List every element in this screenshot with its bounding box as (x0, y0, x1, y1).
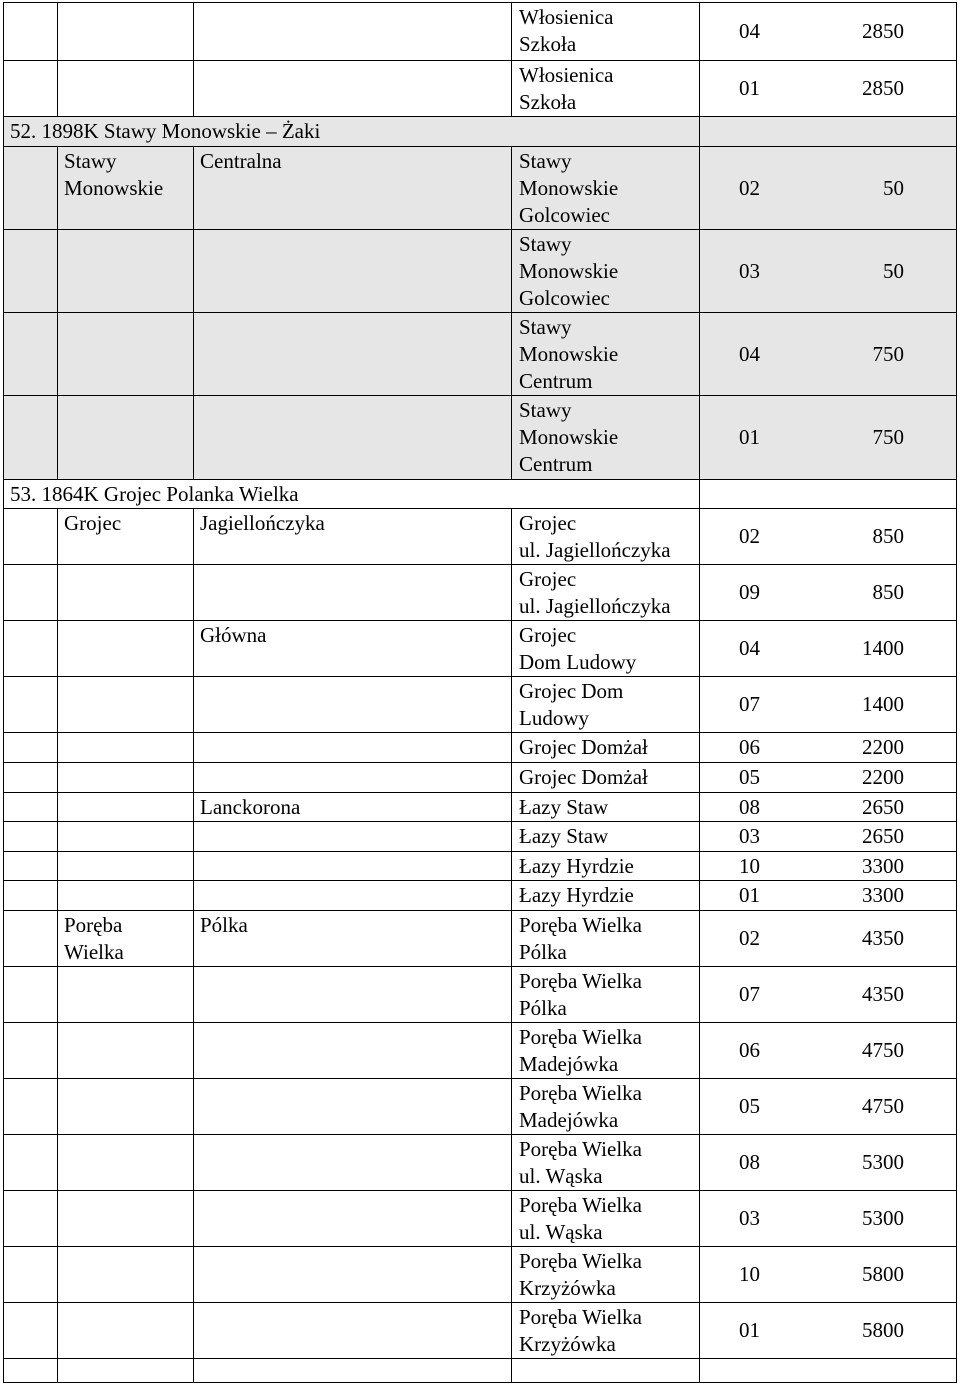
stop-number-distance-cell (700, 677, 957, 733)
stop-number: 03 (739, 258, 760, 283)
stop-number-distance-cell (700, 911, 957, 967)
stop-distance: 1400 (862, 692, 904, 716)
table-row (4, 1247, 957, 1303)
route-header: 52. 1898K Stawy Monowskie – Żaki (4, 117, 700, 147)
street-cell (194, 1135, 512, 1191)
table-row (4, 677, 957, 733)
stop-number-distance-cell (700, 822, 957, 852)
street-cell (194, 565, 512, 621)
stop-distance: 3300 (862, 883, 904, 907)
index-cell (4, 911, 58, 967)
table-row (4, 793, 957, 822)
stop-number: 03 (739, 1206, 760, 1230)
stop-name-cell: Włosienica Szkoła (512, 3, 700, 61)
stop-name-cell: Łazy Staw (512, 793, 700, 822)
index-cell (4, 147, 58, 230)
stop-number: 02 (739, 926, 760, 950)
stop-number: 04 (739, 636, 760, 660)
index-cell (4, 3, 58, 61)
table-row (4, 565, 957, 621)
street-cell: Jagiellończyka (194, 509, 512, 565)
table-row (4, 733, 957, 763)
stop-distance: 4750 (862, 1038, 904, 1062)
stop-number: 01 (739, 425, 760, 449)
index-cell (4, 763, 58, 793)
stop-name-cell: Grojec Dom Ludowy (512, 677, 700, 733)
stop-name-cell: Stawy Monowskie Golcowiec (512, 230, 700, 313)
stop-distance: 2650 (862, 824, 904, 848)
stop-number-distance-cell (700, 3, 957, 61)
stop-number: 05 (739, 1094, 760, 1118)
stop-distance: 50 (883, 175, 904, 200)
stop-name-cell: Grojec Domżał (512, 733, 700, 763)
blank-cell (4, 1359, 58, 1383)
table-row (4, 1359, 957, 1383)
stop-distance: 2200 (862, 735, 904, 759)
stop-name-cell: Grojec Dom Ludowy (512, 621, 700, 677)
route-header: 53. 1864K Grojec Polanka Wielka (4, 480, 700, 509)
stop-name-cell: Poręba Wielka Pólka (512, 967, 700, 1023)
stop-number-distance-cell (700, 565, 957, 621)
index-cell (4, 1079, 58, 1135)
stop-distance: 4750 (862, 1094, 904, 1118)
index-cell (4, 230, 58, 313)
street-cell (194, 677, 512, 733)
locality-cell (58, 1303, 194, 1359)
street-cell (194, 1023, 512, 1079)
bus-stop-table (3, 2, 957, 1383)
blank-cell (512, 1359, 700, 1383)
table-row (4, 822, 957, 852)
stop-name-cell: Łazy Hyrdzie (512, 881, 700, 911)
index-cell (4, 565, 58, 621)
table-row (4, 480, 957, 509)
locality-cell (58, 1135, 194, 1191)
empty-cell (700, 480, 957, 509)
street-cell (194, 967, 512, 1023)
stop-distance: 850 (872, 580, 904, 604)
stop-number-distance-cell (700, 61, 957, 117)
stop-number: 08 (739, 794, 760, 819)
stop-name-cell: Grojec Domżał (512, 763, 700, 793)
locality-cell (58, 677, 194, 733)
street-cell (194, 822, 512, 852)
stop-number-distance-cell (700, 733, 957, 763)
index-cell (4, 396, 58, 480)
stop-number: 07 (739, 692, 760, 716)
stop-name-cell: Poręba Wielka ul. Wąska (512, 1191, 700, 1247)
stop-number-distance-cell (700, 967, 957, 1023)
index-cell (4, 313, 58, 396)
stop-name-cell: Poręba Wielka Pólka (512, 911, 700, 967)
stop-number: 04 (739, 341, 760, 366)
index-cell (4, 793, 58, 822)
stop-distance: 5300 (862, 1150, 904, 1174)
street-cell: Pólka (194, 911, 512, 967)
locality-cell (58, 1023, 194, 1079)
stop-number: 03 (739, 824, 760, 848)
locality-cell (58, 230, 194, 313)
stop-distance: 2850 (862, 19, 904, 43)
index-cell (4, 733, 58, 763)
stop-name-cell: Stawy Monowskie Centrum (512, 396, 700, 480)
locality-cell: Poręba Wielka (58, 911, 194, 967)
table-row (4, 881, 957, 911)
stop-number: 02 (739, 524, 760, 548)
index-cell (4, 1135, 58, 1191)
index-cell (4, 881, 58, 911)
stop-number: 09 (739, 580, 760, 604)
index-cell (4, 1191, 58, 1247)
street-cell (194, 230, 512, 313)
street-cell (194, 61, 512, 117)
index-cell (4, 967, 58, 1023)
blank-cell (194, 1359, 512, 1383)
street-cell (194, 733, 512, 763)
table-row (4, 117, 957, 147)
index-cell (4, 621, 58, 677)
street-cell (194, 1303, 512, 1359)
stop-number: 06 (739, 735, 760, 759)
stop-number-distance-cell (700, 793, 957, 822)
stop-name-cell: Poręba Wielka Krzyżówka (512, 1303, 700, 1359)
index-cell (4, 852, 58, 881)
stop-name-cell: Łazy Hyrdzie (512, 852, 700, 881)
street-cell (194, 3, 512, 61)
stop-number: 10 (739, 853, 760, 878)
stop-number-distance-cell (700, 1079, 957, 1135)
table-row (4, 1135, 957, 1191)
table-row (4, 1023, 957, 1079)
stop-distance: 50 (883, 258, 904, 283)
locality-cell (58, 1247, 194, 1303)
street-cell (194, 1191, 512, 1247)
stop-name-cell: Włosienica Szkoła (512, 61, 700, 117)
stop-number: 06 (739, 1038, 760, 1062)
locality-cell (58, 1079, 194, 1135)
stop-number-distance-cell (700, 147, 957, 230)
locality-cell (58, 61, 194, 117)
stop-number: 01 (739, 76, 760, 100)
stop-distance: 750 (872, 341, 904, 366)
locality-cell (58, 852, 194, 881)
index-cell (4, 509, 58, 565)
stop-name-cell: Poręba Wielka Madejówka (512, 1023, 700, 1079)
street-cell (194, 313, 512, 396)
stop-name-cell: Poręba Wielka Krzyżówka (512, 1247, 700, 1303)
street-cell: Główna (194, 621, 512, 677)
index-cell (4, 1303, 58, 1359)
street-cell (194, 763, 512, 793)
stop-distance: 4350 (862, 982, 904, 1006)
stop-name-cell: Grojec ul. Jagiellończyka (512, 509, 700, 565)
blank-cell (58, 1359, 194, 1383)
locality-cell (58, 621, 194, 677)
stop-distance: 2850 (862, 76, 904, 100)
stop-number-distance-cell (700, 1303, 957, 1359)
stop-distance: 5800 (862, 1318, 904, 1342)
street-cell: Centralna (194, 147, 512, 230)
stop-number-distance-cell (700, 1023, 957, 1079)
stop-number: 08 (739, 1150, 760, 1174)
stop-number: 01 (739, 1318, 760, 1342)
locality-cell: Stawy Monowskie (58, 147, 194, 230)
stop-number-distance-cell (700, 621, 957, 677)
stop-number: 07 (739, 982, 760, 1006)
stop-name-cell: Poręba Wielka Madejówka (512, 1079, 700, 1135)
index-cell (4, 61, 58, 117)
stop-name-cell: Stawy Monowskie Centrum (512, 313, 700, 396)
stop-name-cell: Poręba Wielka ul. Wąska (512, 1135, 700, 1191)
stop-distance: 5800 (862, 1262, 904, 1286)
stop-number-distance-cell (700, 881, 957, 911)
stop-number: 10 (739, 1262, 760, 1286)
street-cell (194, 881, 512, 911)
table-row (4, 313, 957, 396)
stop-name-cell: Stawy Monowskie Golcowiec (512, 147, 700, 230)
table-row (4, 147, 957, 230)
locality-cell (58, 396, 194, 480)
locality-cell (58, 793, 194, 822)
locality-cell (58, 967, 194, 1023)
stop-number-distance-cell (700, 509, 957, 565)
stop-number-distance-cell (700, 1135, 957, 1191)
empty-cell (700, 117, 957, 147)
table-row (4, 1079, 957, 1135)
table-row (4, 396, 957, 480)
stop-number: 02 (739, 175, 760, 200)
stop-distance: 750 (872, 425, 904, 449)
stop-distance: 2200 (862, 765, 904, 789)
stop-number-distance-cell (700, 1191, 957, 1247)
locality-cell (58, 822, 194, 852)
street-cell (194, 396, 512, 480)
table-row (4, 852, 957, 881)
locality-cell: Grojec (58, 509, 194, 565)
table-row (4, 763, 957, 793)
index-cell (4, 1247, 58, 1303)
stop-number-distance-cell (700, 763, 957, 793)
stop-number-distance-cell (700, 396, 957, 480)
stop-distance: 4350 (862, 926, 904, 950)
stop-number-distance-cell (700, 230, 957, 313)
street-cell: Lanckorona (194, 793, 512, 822)
locality-cell (58, 313, 194, 396)
table-row (4, 3, 957, 61)
stop-number-distance-cell (700, 313, 957, 396)
locality-cell (58, 565, 194, 621)
stop-name-cell: Grojec ul. Jagiellończyka (512, 565, 700, 621)
table-row (4, 911, 957, 967)
table-row (4, 509, 957, 565)
table-row (4, 621, 957, 677)
street-cell (194, 1079, 512, 1135)
locality-cell (58, 733, 194, 763)
index-cell (4, 1023, 58, 1079)
stop-number-distance-cell (700, 1247, 957, 1303)
locality-cell (58, 1191, 194, 1247)
table-row (4, 230, 957, 313)
stop-number: 05 (739, 765, 760, 789)
index-cell (4, 677, 58, 733)
index-cell (4, 822, 58, 852)
stop-distance: 850 (872, 524, 904, 548)
street-cell (194, 1247, 512, 1303)
street-cell (194, 852, 512, 881)
stop-distance: 3300 (862, 853, 904, 878)
locality-cell (58, 763, 194, 793)
table-row (4, 61, 957, 117)
blank-cell (700, 1359, 957, 1383)
stop-name-cell: Łazy Staw (512, 822, 700, 852)
table-row (4, 1191, 957, 1247)
stop-number: 04 (739, 19, 760, 43)
table-row (4, 1303, 957, 1359)
stop-distance: 5300 (862, 1206, 904, 1230)
stop-distance: 2650 (862, 794, 904, 819)
stop-number-distance-cell (700, 852, 957, 881)
locality-cell (58, 881, 194, 911)
table-row (4, 967, 957, 1023)
stop-distance: 1400 (862, 636, 904, 660)
stop-number: 01 (739, 883, 760, 907)
bus-stop-table-body (4, 3, 957, 1383)
locality-cell (58, 3, 194, 61)
